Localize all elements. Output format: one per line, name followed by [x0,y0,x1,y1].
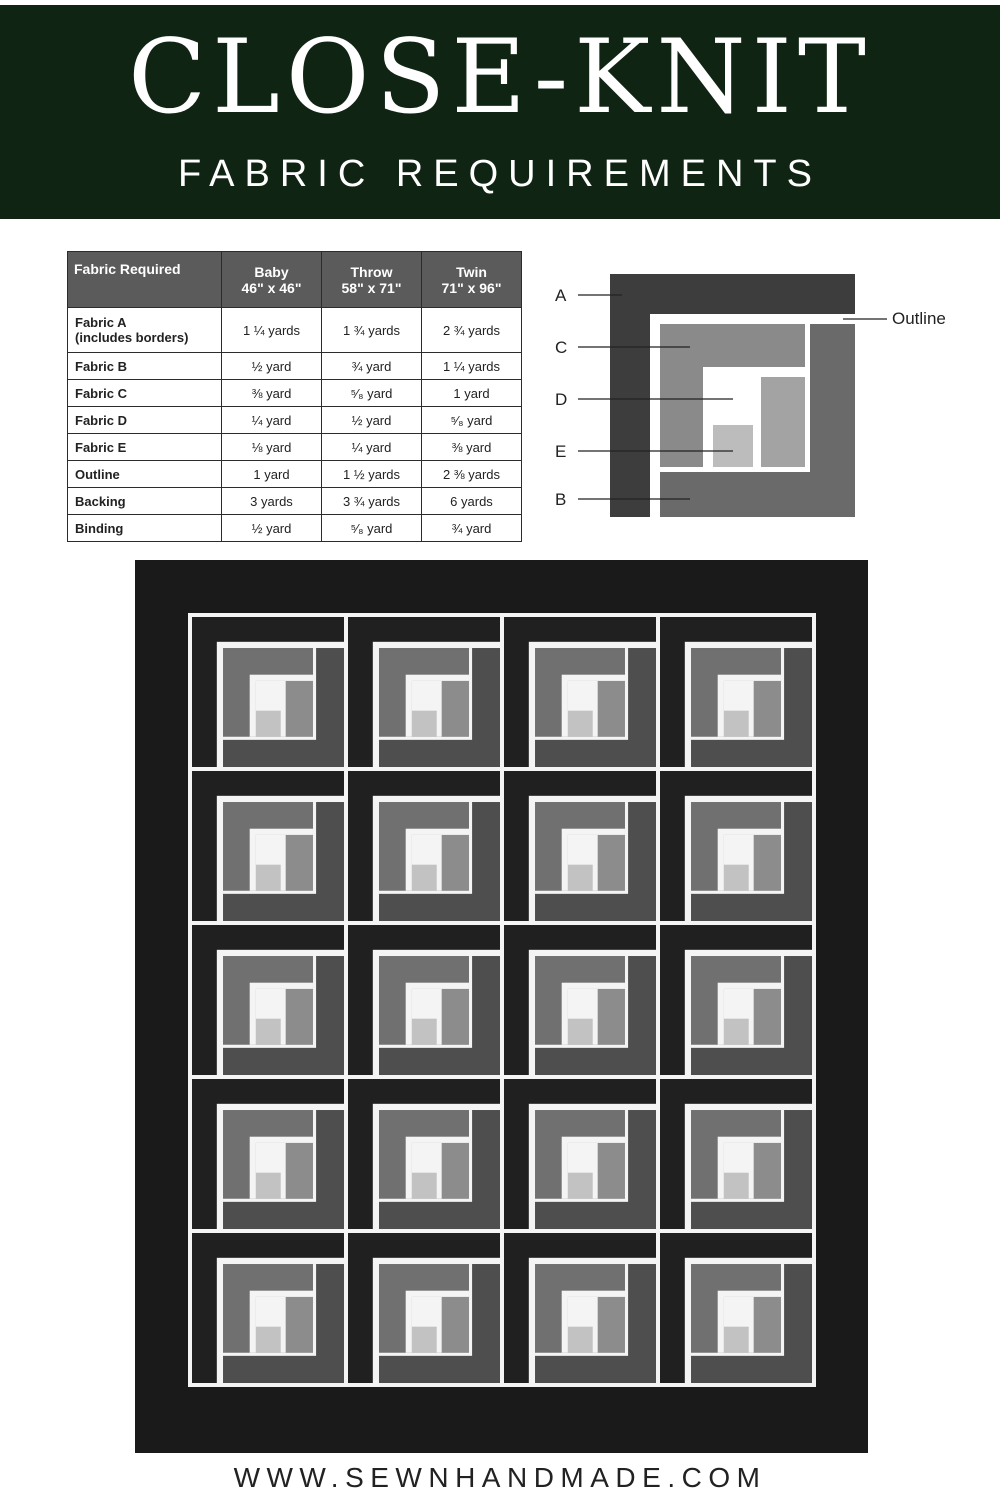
fabric-requirements-table [67,251,522,542]
cell-baby: ¼ yard [222,407,322,434]
row-label [68,308,222,353]
row-label: Fabric E [68,434,222,461]
quilt-block-e [724,1327,749,1353]
table-row [68,353,522,380]
cell-baby: 1 ¼ yards [222,308,322,353]
quilt-block-e [724,711,749,737]
header-size-name: Baby [254,263,289,280]
cell-twin: 6 yards [422,488,522,515]
cell-throw: ½ yard [322,407,422,434]
table-row [68,407,522,434]
quilt-block-e [256,711,281,737]
quilt-blocks [188,613,816,1387]
page-title: CLOSE-KNIT [128,18,872,137]
cell-baby: ⅛ yard [222,434,322,461]
quilt-block-e [256,1019,281,1045]
page-subtitle: FABRIC REQUIREMENTS [178,153,822,195]
row-sublabel-text: (includes borders) [75,330,189,345]
cell-twin: 1 yard [422,380,522,407]
quilt-block-e [724,865,749,891]
header-baby [222,252,322,308]
table-row [68,380,522,407]
quilt-block-e [568,1327,593,1353]
cell-baby: 3 yards [222,488,322,515]
row-label: Backing [68,488,222,515]
cell-throw: ¾ yard [322,353,422,380]
cell-throw: ⁵⁄₈ yard [322,380,422,407]
website-url: WWW.SEWNHANDMADE.COM [233,1462,767,1493]
label-d: D [555,390,568,409]
quilt-block-e [568,711,593,737]
header-fabric-required [68,252,222,308]
quilt-block-e [724,1019,749,1045]
cell-baby: 1 yard [222,461,322,488]
header-label: Fabric Required [74,261,181,277]
cell-twin: ¾ yard [422,515,522,542]
quilt-block-e [412,711,437,737]
quilt-block-e [256,1173,281,1199]
row-label-text: Fabric A [75,315,127,330]
table-row [68,308,522,353]
header-size-dims: 58" x 71" [341,279,402,296]
cell-throw: ¼ yard [322,434,422,461]
quilt-photo [135,560,868,1453]
quilt-block-e [568,1173,593,1199]
label-c: C [555,338,568,357]
quilt-block-e [256,865,281,891]
quilt-block-e [568,1019,593,1045]
quilt-block-e [412,1173,437,1199]
label-e: E [555,442,567,461]
cell-baby: ⅜ yard [222,380,322,407]
table-row [68,461,522,488]
cell-throw: 3 ¾ yards [322,488,422,515]
table-row [68,488,522,515]
row-label: Fabric C [68,380,222,407]
table-row [68,515,522,542]
header-size-name: Throw [350,263,393,280]
header-throw [322,252,422,308]
row-label: Fabric B [68,353,222,380]
cell-baby: ½ yard [222,515,322,542]
cell-throw: ⁵⁄₈ yard [322,515,422,542]
cell-baby: ½ yard [222,353,322,380]
cell-throw: 1 ½ yards [322,461,422,488]
quilt-block-e [256,1327,281,1353]
cell-throw: 1 ¾ yards [322,308,422,353]
cell-twin: ⅜ yard [422,434,522,461]
quilt-block-e [412,1327,437,1353]
block-diagram [545,265,975,525]
table-header-row [68,252,522,308]
quilt-block-e [724,1173,749,1199]
row-label: Binding [68,515,222,542]
header-size-name: Twin [456,263,487,280]
header-size-dims: 46" x 46" [241,279,302,296]
cell-twin: 2 ¾ yards [422,308,522,353]
label-outline: Outline [892,309,946,328]
row-label: Fabric D [68,407,222,434]
cell-twin: 1 ¼ yards [422,353,522,380]
cell-twin: 2 ⅜ yards [422,461,522,488]
quilt-block-e [412,1019,437,1045]
label-b: B [555,490,567,509]
row-label: Outline [68,461,222,488]
header-size-dims: 71" x 96" [441,279,502,296]
label-a: A [555,286,567,305]
cell-twin: ⁵⁄₈ yard [422,407,522,434]
header-twin [422,252,522,308]
quilt-block-e [568,865,593,891]
fabric-e-area [713,425,753,467]
quilt-block-e [412,865,437,891]
table-row [68,434,522,461]
